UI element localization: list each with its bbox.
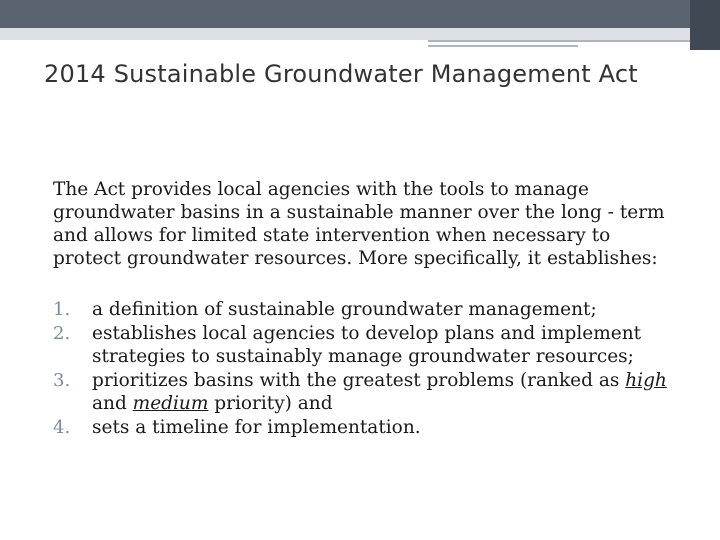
numbered-list bbox=[53, 298, 683, 439]
header-rule bbox=[428, 40, 690, 42]
emphasis-medium: medium bbox=[132, 393, 209, 414]
slide-body bbox=[53, 178, 683, 439]
list-item bbox=[53, 369, 683, 416]
header-bar bbox=[0, 0, 720, 28]
list-number: 2. bbox=[53, 322, 71, 344]
list-item-text: a definition of sustainable groundwater management; bbox=[92, 299, 597, 320]
list-item-text-post: priority) and bbox=[208, 393, 333, 414]
list-number: 4. bbox=[53, 416, 71, 438]
slide-title: 2014 Sustainable Groundwater Management Act bbox=[44, 60, 638, 88]
list-number: 1. bbox=[53, 299, 71, 320]
list-item-text-pre: prioritizes basins with the greatest problems (ranked as bbox=[92, 369, 626, 391]
list-item-text: establishes local agencies to develop plans and implement strategies to sustainably manage groundwater resources; bbox=[92, 322, 642, 367]
header-band bbox=[0, 28, 690, 40]
header-accent bbox=[690, 0, 720, 50]
header-rule-short bbox=[428, 45, 578, 47]
list-item bbox=[53, 322, 683, 369]
intro-paragraph: The Act provides local agencies with the tools to manage groundwater basins in a sustainable manner over the long - term and allows for limited state intervention when necessary to protect groundwater resources. More specifically, it establishes: bbox=[53, 179, 665, 269]
list-item-text-mid: and bbox=[92, 393, 133, 414]
list-item-text: sets a timeline for implementation. bbox=[92, 416, 421, 438]
emphasis-high: high bbox=[625, 369, 667, 391]
list-number: 3. bbox=[53, 369, 71, 391]
list-item-text bbox=[92, 370, 667, 415]
list-item bbox=[53, 298, 683, 322]
list-item bbox=[53, 416, 683, 440]
